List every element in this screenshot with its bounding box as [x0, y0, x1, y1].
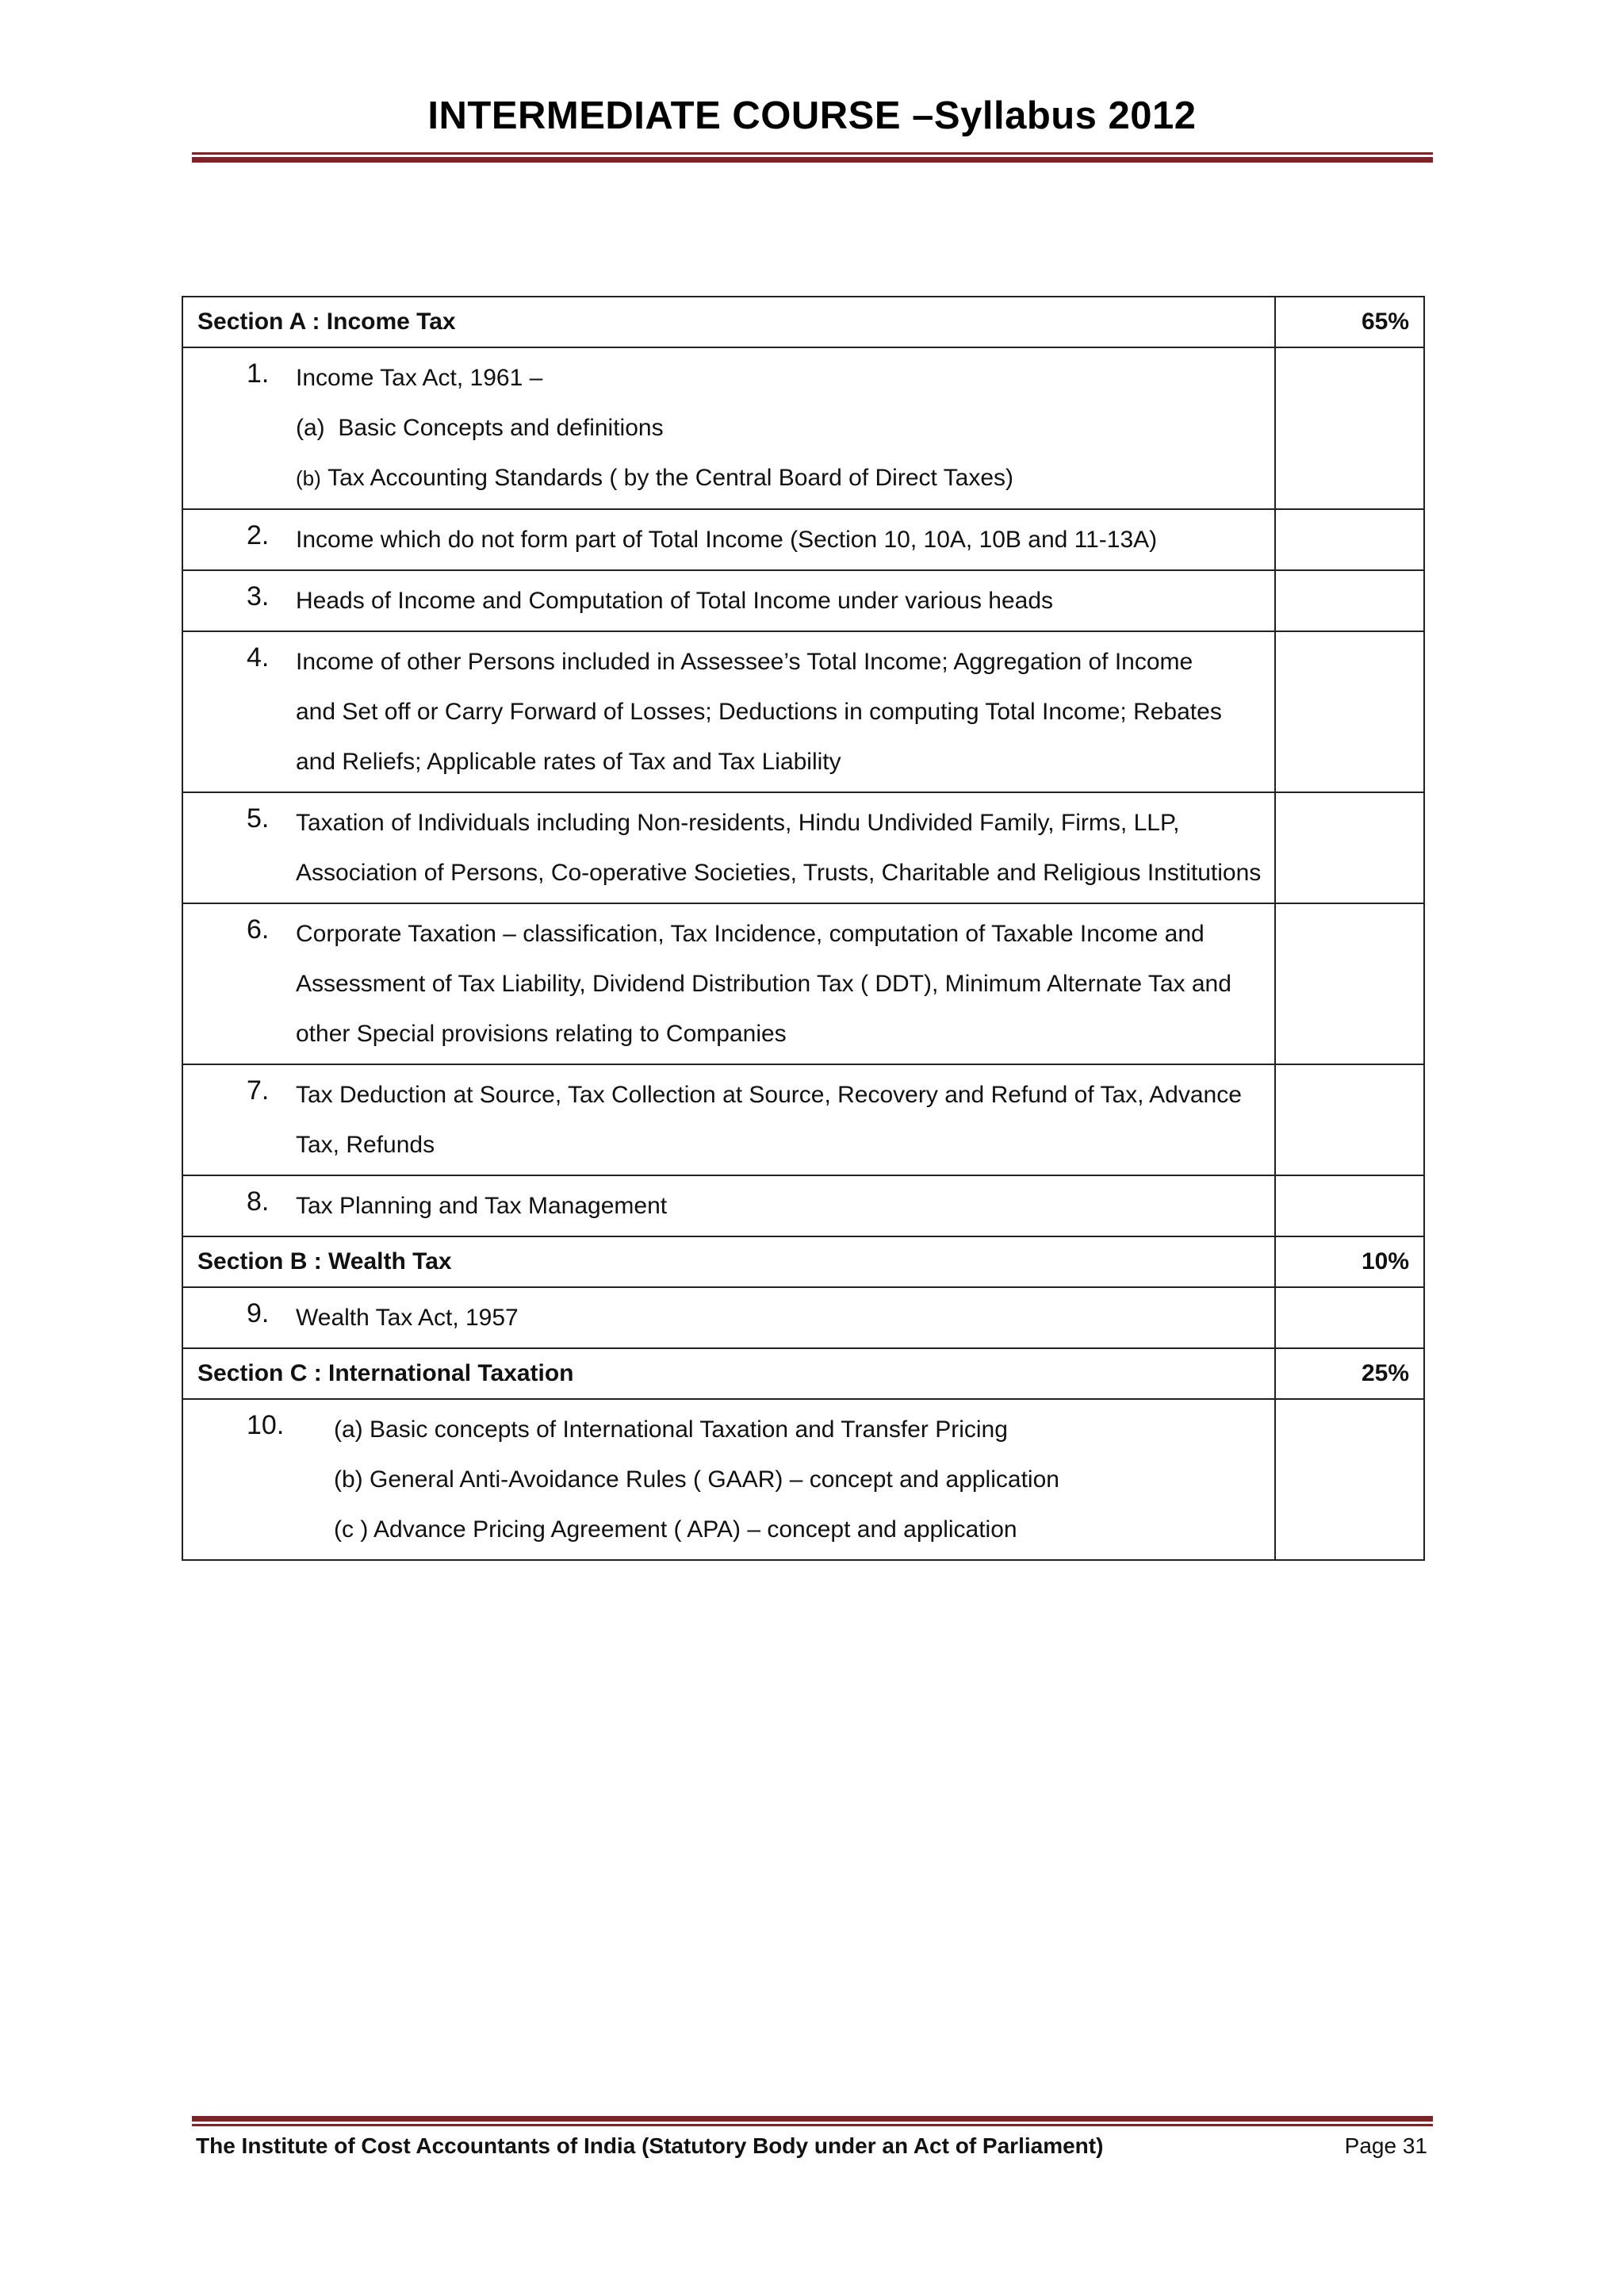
item-text: (b) General Anti-Avoidance Rules ( GAAR) – concept and application	[334, 1466, 1059, 1493]
item-text: Heads of Income and Computation of Total Income under various heads	[296, 588, 1054, 614]
footer-rule	[192, 2116, 1433, 2125]
section-header-row	[182, 1236, 1424, 1287]
syllabus-item-cell	[182, 903, 1275, 1064]
item-number: 6.	[247, 914, 270, 945]
item-text: Tax Deduction at Source, Tax Collection at Source, Recovery and Refund of Tax, Advance	[296, 1082, 1242, 1108]
item-text: Tax, Refunds	[296, 1132, 435, 1158]
item-text: other Special provisions relating to Companies	[296, 1021, 787, 1047]
syllabus-item-row	[182, 1287, 1424, 1348]
page-number: Page 31	[1344, 2133, 1427, 2158]
footer-institute: The Institute of Cost Accountants of India (Statutory Body under an Act of Parliament)	[196, 2133, 1104, 2158]
syllabus-item-cell	[182, 509, 1275, 570]
item-text: Corporate Taxation – classification, Tax Incidence, computation of Taxable Income and	[296, 921, 1205, 947]
footer-rule-thin	[192, 2124, 1433, 2126]
section-weight: 25%	[1275, 1348, 1424, 1399]
item-number: 9.	[247, 1298, 270, 1328]
syllabus-table	[182, 296, 1425, 1561]
header-rule	[192, 152, 1433, 162]
syllabus-item-row	[182, 631, 1424, 792]
item-text: (a) Basic concepts of International Taxation and Transfer Pricing	[334, 1416, 1008, 1443]
item-number: 2.	[247, 520, 270, 550]
footer-rule-thick	[192, 2116, 1433, 2122]
item-number: 8.	[247, 1186, 270, 1217]
syllabus-item-cell	[182, 1175, 1275, 1236]
syllabus-item-cell	[182, 1064, 1275, 1175]
item-text: Wealth Tax Act, 1957	[296, 1305, 519, 1331]
item-text: and Set off or Carry Forward of Losses; Deductions in computing Total Income; Rebates	[296, 699, 1222, 725]
item-weight-cell	[1275, 509, 1424, 570]
section-header-row	[182, 1348, 1424, 1399]
item-text: Association of Persons, Co-operative Societies, Trusts, Charitable and Religious Institutions	[296, 860, 1262, 886]
syllabus-item-cell	[182, 1399, 1275, 1560]
sub-item-text: Tax Accounting Standards ( by the Central Board of Direct Taxes)	[327, 465, 1014, 491]
item-text: Income which do not form part of Total Income (Section 10, 10A, 10B and 11-13A)	[296, 527, 1158, 553]
item-text: Assessment of Tax Liability, Dividend Distribution Tax ( DDT), Minimum Alternate Tax and	[296, 971, 1231, 997]
item-number: 4.	[247, 642, 270, 673]
syllabus-item-cell	[182, 1287, 1275, 1348]
page-header-title: INTERMEDIATE COURSE –Syllabus 2012	[427, 94, 1197, 137]
syllabus-item-cell	[182, 347, 1275, 509]
syllabus-item-row	[182, 347, 1424, 509]
item-text: (c ) Advance Pricing Agreement ( APA) – concept and application	[334, 1516, 1017, 1543]
section-title: Section B : Wealth Tax	[182, 1236, 1275, 1287]
item-text: Income of other Persons included in Assessee’s Total Income; Aggregation of Income	[296, 649, 1193, 675]
section-title: Section C : International Taxation	[182, 1348, 1275, 1399]
item-number: 3.	[247, 581, 270, 611]
item-text: Income Tax Act, 1961 –	[296, 365, 543, 391]
item-weight-cell	[1275, 792, 1424, 903]
item-weight-cell	[1275, 347, 1424, 509]
sub-item-label: (b)	[296, 466, 321, 490]
item-weight-cell	[1275, 1287, 1424, 1348]
item-number: 1.	[247, 358, 270, 389]
item-text: Taxation of Individuals including Non-residents, Hindu Undivided Family, Firms, LLP,	[296, 810, 1180, 836]
header-rule-thick	[192, 157, 1433, 163]
item-weight-cell	[1275, 1399, 1424, 1560]
syllabus-item-row	[182, 1399, 1424, 1560]
syllabus-item-cell	[182, 631, 1275, 792]
syllabus-item-row	[182, 1175, 1424, 1236]
item-weight-cell	[1275, 570, 1424, 631]
section-title: Section A : Income Tax	[182, 297, 1275, 347]
syllabus-item-cell	[182, 570, 1275, 631]
item-text: Tax Planning and Tax Management	[296, 1193, 668, 1219]
syllabus-item-cell	[182, 792, 1275, 903]
syllabus-item-row	[182, 792, 1424, 903]
syllabus-item-row	[182, 570, 1424, 631]
item-weight-cell	[1275, 903, 1424, 1064]
syllabus-item-row	[182, 509, 1424, 570]
sub-item-label: (a)	[296, 415, 325, 441]
syllabus-item-row	[182, 903, 1424, 1064]
item-weight-cell	[1275, 631, 1424, 792]
section-weight: 10%	[1275, 1236, 1424, 1287]
item-number: 5.	[247, 803, 270, 834]
item-text: and Reliefs; Applicable rates of Tax and Tax Liability	[296, 749, 841, 775]
section-weight: 65%	[1275, 297, 1424, 347]
header-rule-thin	[192, 152, 1433, 155]
item-weight-cell	[1275, 1175, 1424, 1236]
item-number: 7.	[247, 1075, 270, 1106]
item-weight-cell	[1275, 1064, 1424, 1175]
syllabus-item-row	[182, 1064, 1424, 1175]
sub-item-text: Basic Concepts and definitions	[338, 415, 664, 441]
item-number: 10.	[247, 1410, 285, 1440]
section-header-row	[182, 297, 1424, 347]
